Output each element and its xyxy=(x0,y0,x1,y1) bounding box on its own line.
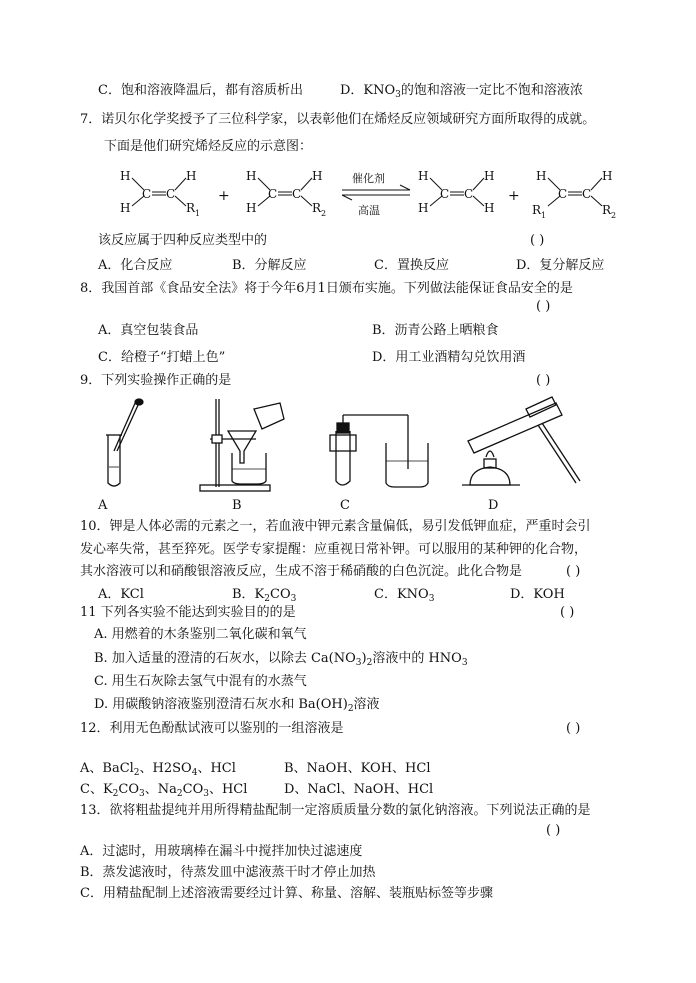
q12-stem: 12．利用无色酚酞试液可以鉴别的一组溶液是 xyxy=(80,721,344,736)
apparatus-d-heating-illustration xyxy=(456,395,586,499)
q10-stem-line2: 发心率失常，甚至猝死。医学专家提醒：应重视日常补钾。可以服用的某种钾的化合物， xyxy=(80,542,588,557)
q6-option-d: D．$KNO_3$的饱和溶液一定比不饱和溶液浓 xyxy=(340,83,583,100)
svg-text:C: C xyxy=(142,187,152,201)
svg-text:C: C xyxy=(268,187,278,201)
svg-text:H: H xyxy=(246,201,257,215)
q12-answer-paren[interactable]: ( ) xyxy=(566,721,581,736)
q13-option-b: B．蒸发滤液时，待蒸发皿中滤液蒸干时才停止加热 xyxy=(80,865,376,880)
svg-text:催化剂: 催化剂 xyxy=(352,172,385,185)
q12-option-d: D、NaCl、NaOH、HCl xyxy=(284,782,434,797)
svg-text:R: R xyxy=(602,203,612,217)
q6-option-c: C．饱和溶液降温后，都有溶质析出 xyxy=(98,83,303,98)
q10-option-d: D．KOH xyxy=(510,587,565,602)
svg-text:H: H xyxy=(602,169,613,183)
q11-option-d: D. 用碳酸钠溶液鉴别澄清石灰水和 $Ba(OH)_2$溶液 xyxy=(94,697,380,714)
q9-stem: 9．下列实验操作正确的是 xyxy=(80,373,232,388)
olefin-reaction-diagram xyxy=(118,168,638,220)
svg-text:H: H xyxy=(418,201,429,215)
svg-text:H: H xyxy=(536,169,547,183)
q13-answer-paren[interactable]: ( ) xyxy=(546,823,561,838)
q11-stem: 11 下列各实验不能达到实验目的的是 xyxy=(80,605,296,620)
q12-option-b: B、NaOH、KOH、HCl xyxy=(284,761,431,776)
q10-option-a: A．KCl xyxy=(98,587,144,602)
q8-option-a: A．真空包装食品 xyxy=(98,323,199,338)
apparatus-b-filtration-illustration xyxy=(196,395,292,499)
svg-text:1: 1 xyxy=(195,209,201,218)
q11-option-b: B. 加入适量的澄清的石灰水，以除去 $Ca(NO_3)_2$溶液中的 $HNO_3$ xyxy=(94,651,468,668)
q11-option-c: C. 用生石灰除去氢气中混有的水蒸气 xyxy=(94,674,307,689)
q10-stem-line1: 10．钾是人体必需的元素之一，若血液中钾元素含量偏低，易引发低钾血症，严重时会引 xyxy=(80,519,591,534)
svg-text:C: C xyxy=(292,187,302,201)
svg-text:R: R xyxy=(312,201,322,215)
q11-answer-paren[interactable]: ( ) xyxy=(560,605,575,620)
apparatus-label-c: C xyxy=(340,498,350,513)
svg-text:2: 2 xyxy=(321,209,327,218)
svg-text:C: C xyxy=(166,187,176,201)
apparatus-label-b: B xyxy=(232,498,242,513)
q7-stem-2: 下面是他们研究烯烃反应的示意图： xyxy=(104,139,313,154)
svg-text:H: H xyxy=(120,201,131,215)
svg-text:+: + xyxy=(508,188,520,204)
apparatus-a-dropper-illustration xyxy=(98,395,148,494)
q7-option-c: C．置换反应 xyxy=(374,258,449,273)
q11-option-a: A. 用燃着的木条鉴别二氧化碳和氧气 xyxy=(94,627,307,642)
q13-stem: 13．欲将粗盐提纯并用所得精盐配制一定溶质质量分数的氯化钠溶液。下列说法正确的是 xyxy=(80,803,591,818)
q7-answer-paren[interactable]: ( ) xyxy=(530,233,545,248)
q8-option-c: C．给橙子“打蜡上色” xyxy=(98,350,226,365)
q8-answer-paren[interactable]: ( ) xyxy=(536,299,551,314)
q10-stem-line3: 其水溶液可以和硝酸银溶液反应，生成不溶于稀硝酸的白色沉淀。此化合物是 xyxy=(80,564,523,579)
q7-option-d: D．复分解反应 xyxy=(516,258,605,273)
q13-option-a: A．过滤时，用玻璃棒在漏斗中搅拌加快过滤速度 xyxy=(80,844,363,859)
q10-option-c: C．$KNO_3$ xyxy=(374,587,435,604)
svg-text:H: H xyxy=(484,169,495,183)
svg-text:2: 2 xyxy=(611,211,617,220)
q12-option-a: A、BaCl$_2$、$H2SO_4$、HCl xyxy=(80,761,236,778)
svg-text:H: H xyxy=(246,169,257,183)
apparatus-label-d: D xyxy=(488,498,499,513)
q7-question: 该反应属于四种反应类型中的 xyxy=(98,233,268,248)
q8-stem: 8．我国首部《食品安全法》将于今年6月1日颁布实施。下列做法能保证食品安全的是 xyxy=(80,281,573,296)
q10-answer-paren[interactable]: ( ) xyxy=(566,564,581,579)
q8-option-b: B．沥青公路上晒粮食 xyxy=(372,323,499,338)
q7-stem: 7．诺贝尔化学奖授予了三位科学家，以表彰他们在烯烃反应领域研究方面所取得的成就。 xyxy=(80,112,596,127)
apparatus-c-gas-tube-illustration xyxy=(326,395,436,499)
q13-option-c: C．用精盐配制上述溶液需要经过计算、称量、溶解、装瓶贴标签等步骤 xyxy=(80,886,493,901)
q7-option-b: B．分解反应 xyxy=(232,258,307,273)
svg-text:R: R xyxy=(186,201,196,215)
svg-text:C: C xyxy=(440,187,450,201)
svg-text:H: H xyxy=(484,201,495,215)
q9-answer-paren[interactable]: ( ) xyxy=(536,373,551,388)
svg-text:H: H xyxy=(120,169,131,183)
svg-text:C: C xyxy=(582,187,592,201)
apparatus-label-a: A xyxy=(98,498,108,513)
svg-text:+: + xyxy=(218,188,230,204)
q8-option-d: D．用工业酒精勾兑饮用酒 xyxy=(372,350,526,365)
q10-option-b: B．$K_2CO_3$ xyxy=(232,587,297,604)
svg-text:H: H xyxy=(312,169,323,183)
svg-text:H: H xyxy=(418,169,429,183)
svg-text:高温: 高温 xyxy=(358,204,380,217)
q12-option-c: C、$K_2CO_3$、$Na_2CO_3$、HCl xyxy=(80,782,248,799)
svg-text:1: 1 xyxy=(541,211,547,220)
q7-option-a: A．化合反应 xyxy=(98,258,173,273)
svg-text:C: C xyxy=(464,187,474,201)
svg-text:R: R xyxy=(532,203,542,217)
svg-text:C: C xyxy=(558,187,568,201)
svg-text:H: H xyxy=(186,169,197,183)
